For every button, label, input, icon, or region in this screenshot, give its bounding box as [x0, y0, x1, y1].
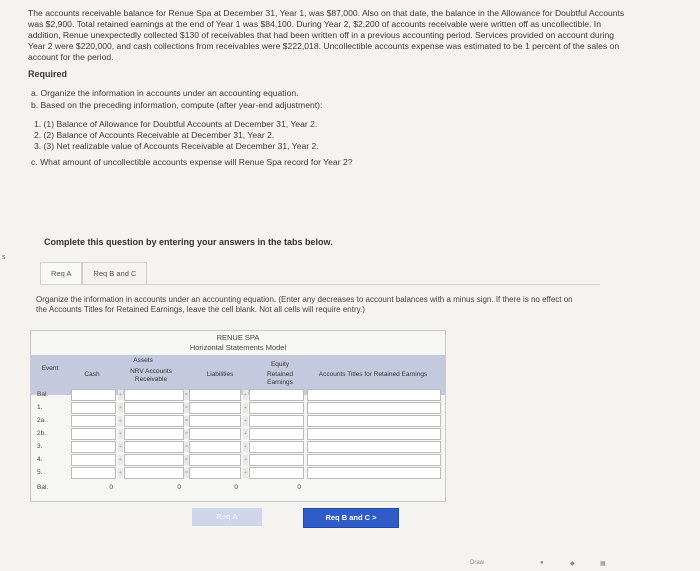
titles-input[interactable] — [307, 454, 441, 466]
problem-statement — [28, 8, 628, 168]
operator-sign: + — [119, 405, 122, 411]
tab-divider — [40, 284, 600, 285]
nrv-input[interactable] — [124, 389, 184, 401]
operator-sign: = — [185, 470, 188, 476]
subparts-list — [34, 119, 628, 152]
nrv-input[interactable] — [124, 441, 184, 453]
header-event: Event — [41, 365, 59, 372]
operator-sign: + — [244, 405, 247, 411]
horizontal-statements-model — [30, 330, 446, 502]
complete-instruction: Complete this question by entering your answers in the tabs below. — [44, 237, 333, 247]
problem-paragraph: The accounts receivable balance for Renue Spa at December 31, Year 1, was $87,000. Also on that date, the balance in the Allowance for Doubtful Accounts was $2,900. Total retained earnings at the end of Year 1 was $84,100. During Year 2, $2,200 of accounts receivable were written off as uncollectible. In addition, Renue unexpectedly collected $130 of receivables that had been written off in a previous accounting period. Services provided on account during Year 2 were $220,000, and cash collections from receivables were $222,018. Uncollectible accounts expense was estimated to be 1 percent of the sales on account for the period. — [28, 8, 625, 62]
header-nrv-accounts-receivable: NRV Accounts Receivable — [130, 368, 172, 383]
event-label: 2a. — [37, 417, 47, 424]
liabilities-input[interactable] — [189, 454, 241, 466]
operator-sign: + — [119, 457, 122, 463]
event-label: 4. — [37, 456, 43, 463]
event-label: 5. — [37, 469, 43, 476]
liabilities-input[interactable] — [189, 389, 241, 401]
titles-input[interactable] — [307, 428, 441, 440]
event-label: Bal. — [37, 484, 49, 491]
operator-sign: = — [185, 418, 188, 424]
cash-total: 0 — [109, 484, 113, 491]
retained-input[interactable] — [249, 467, 304, 479]
table-row — [31, 441, 445, 453]
operator-sign: = — [185, 431, 188, 437]
header-liabilities: Liabilities — [206, 371, 234, 378]
table-row — [31, 454, 445, 466]
nrv-input[interactable] — [124, 454, 184, 466]
operator-sign: = — [185, 405, 188, 411]
cash-input[interactable] — [71, 428, 116, 440]
tab-bar — [40, 262, 147, 284]
nrv-input[interactable] — [124, 402, 184, 414]
tab-req-a[interactable]: Req A — [40, 262, 82, 285]
table-row — [31, 415, 445, 427]
required-label: Required — [28, 69, 68, 79]
operator-sign: + — [119, 444, 122, 450]
titles-input[interactable] — [307, 402, 441, 414]
header-retained-earnings: Retained Earnings — [266, 371, 294, 386]
toolbar-icon-1[interactable]: ● — [540, 560, 544, 566]
tab-req-b-and-c[interactable]: Req B and C — [82, 262, 147, 285]
operator-sign: = — [185, 444, 188, 450]
left-margin-mark: s — [2, 254, 6, 261]
cash-input[interactable] — [71, 454, 116, 466]
table-row — [31, 467, 445, 479]
nrv-input[interactable] — [124, 467, 184, 479]
model-title: RENUE SPA — [216, 333, 260, 342]
nrv-total: 0 — [177, 484, 181, 491]
subpart-3: 3. (3) Net realizable value of Accounts Receivable at December 31, Year 2. — [34, 141, 319, 151]
titles-input[interactable] — [307, 467, 441, 479]
next-req-b-and-c-button[interactable]: Req B and C > — [303, 508, 399, 528]
operator-sign: + — [119, 470, 122, 476]
model-subtitle: Horizontal Statements Model — [189, 343, 287, 352]
titles-input[interactable] — [307, 441, 441, 453]
liabilities-input[interactable] — [189, 402, 241, 414]
event-label: Bal. — [37, 391, 49, 398]
operator-sign: + — [244, 431, 247, 437]
entry-instruction: Organize the information in accounts under an accounting equation. (Enter any decreases to account balances with a minus sign. If there is no effect on the Accounts Titles for Retained Earnings, leave the cell blank. Not all cells will require entry.) — [36, 295, 573, 314]
final-balance-row — [31, 482, 445, 494]
retained-total: 0 — [297, 484, 301, 491]
liabilities-input[interactable] — [189, 441, 241, 453]
footer-toolbar — [470, 558, 700, 571]
table-row — [31, 389, 445, 401]
event-label: 1. — [37, 404, 43, 411]
table-row — [31, 428, 445, 440]
cash-input[interactable] — [71, 402, 116, 414]
operator-sign: + — [244, 392, 247, 398]
retained-input[interactable] — [249, 415, 304, 427]
operator-sign: = — [185, 457, 188, 463]
retained-input[interactable] — [249, 389, 304, 401]
liabilities-input[interactable] — [189, 428, 241, 440]
liabilities-input[interactable] — [189, 467, 241, 479]
header-assets: Assets — [133, 357, 153, 364]
operator-sign: + — [244, 457, 247, 463]
subpart-2: 2. (2) Balance of Accounts Receivable at December 31, Year 2. — [34, 130, 275, 140]
retained-input[interactable] — [249, 402, 304, 414]
toolbar-icon-3[interactable]: ▦ — [600, 561, 606, 567]
liabilities-total: 0 — [234, 484, 238, 491]
nrv-input[interactable] — [124, 415, 184, 427]
operator-sign: + — [119, 431, 122, 437]
operator-sign: + — [244, 470, 247, 476]
operator-sign: + — [119, 392, 122, 398]
prev-req-a-button[interactable]: Req A — [192, 508, 262, 526]
cash-input[interactable] — [71, 415, 116, 427]
parts-list — [31, 88, 628, 111]
toolbar-icon-2[interactable]: ◆ — [570, 561, 575, 567]
operator-sign: = — [185, 392, 188, 398]
cash-input[interactable] — [71, 389, 116, 401]
retained-input[interactable] — [249, 428, 304, 440]
retained-input[interactable] — [249, 441, 304, 453]
liabilities-input[interactable] — [189, 415, 241, 427]
event-label: 3. — [37, 443, 43, 450]
cash-input[interactable] — [71, 441, 116, 453]
nrv-input[interactable] — [124, 428, 184, 440]
header-cash: Cash — [84, 371, 100, 378]
part-b: b. Based on the preceding information, compute (after year-end adjustment): — [31, 100, 323, 110]
retained-input[interactable] — [249, 454, 304, 466]
header-equity: Equity — [270, 361, 290, 368]
titles-input[interactable] — [307, 389, 441, 401]
cash-input[interactable] — [71, 467, 116, 479]
operator-sign: + — [244, 444, 247, 450]
operator-sign: + — [119, 418, 122, 424]
table-row — [31, 402, 445, 414]
event-label: 2b. — [37, 430, 47, 437]
titles-input[interactable] — [307, 415, 441, 427]
part-a: a. Organize the information in accounts under an accounting equation. — [31, 88, 299, 98]
draw-tool[interactable]: Draw — [470, 560, 485, 566]
operator-sign: + — [244, 418, 247, 424]
part-c: c. What amount of uncollectible accounts expense will Renue Spa record for Year 2? — [31, 157, 353, 167]
header-accounts-titles: Accounts Titles for Retained Earnings — [318, 371, 428, 378]
subpart-1: 1. (1) Balance of Allowance for Doubtful Accounts at December 31, Year 2. — [34, 119, 318, 129]
